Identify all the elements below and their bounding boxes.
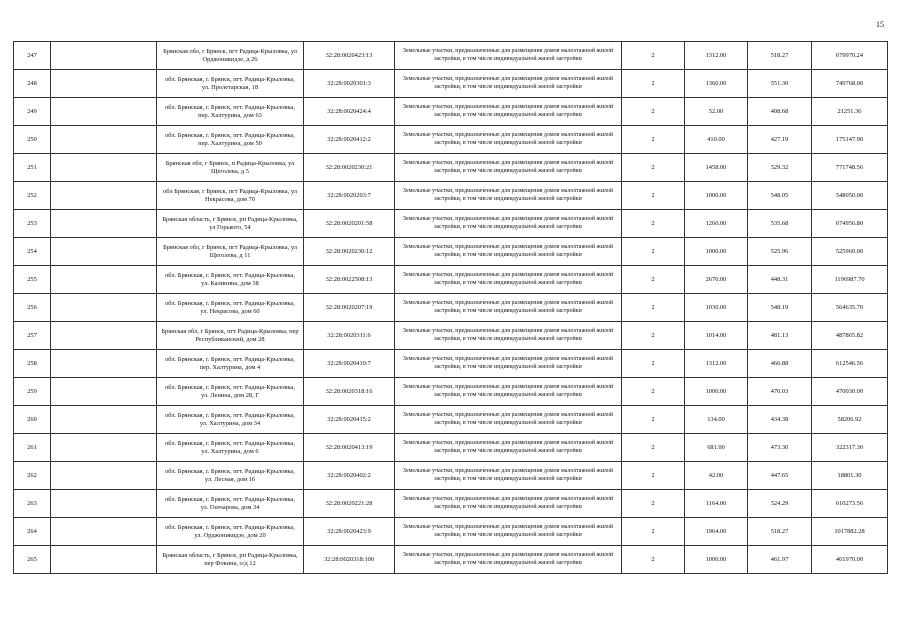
area-cell: 1000.00 — [685, 546, 748, 574]
specific-value-cell: 447.65 — [748, 462, 812, 490]
category-code-cell: 2 — [622, 490, 685, 518]
row-number-cell: 265 — [14, 546, 51, 574]
row-number-cell: 264 — [14, 518, 51, 546]
address-cell: Брянская обл, г Брянск, пгт Радица-Крыловка, пер Республиканский, дом 28 — [157, 322, 304, 350]
empty-cell — [51, 462, 157, 490]
row-number-cell: 260 — [14, 406, 51, 434]
cadastral-value-cell: 18801.30 — [812, 462, 888, 490]
category-code-cell: 2 — [622, 266, 685, 294]
area-cell: 134.00 — [685, 406, 748, 434]
permitted-use-cell: Земельные участки, предназначенные для размещения домов малоэтажной жилой застройки, в том числе индивидуальной жилой застройки — [395, 266, 622, 294]
empty-cell — [51, 378, 157, 406]
category-code-cell: 2 — [622, 434, 685, 462]
cadastral-number-cell: 32:28:0020413:19 — [304, 434, 395, 462]
category-code-cell: 2 — [622, 210, 685, 238]
cadastral-value-cell: 1017882.28 — [812, 518, 888, 546]
table-row — [14, 238, 888, 266]
area-cell: 410.00 — [685, 126, 748, 154]
area-cell: 42.00 — [685, 462, 748, 490]
specific-value-cell: 470.03 — [748, 378, 812, 406]
permitted-use-cell: Земельные участки, предназначенные для размещения домов малоэтажной жилой застройки, в том числе индивидуальной жилой застройки — [395, 378, 622, 406]
specific-value-cell: 408.68 — [748, 98, 812, 126]
permitted-use-cell: Земельные участки, предназначенные для размещения домов малоэтажной жилой застройки, в том числе индивидуальной жилой застройки — [395, 154, 622, 182]
page-number: 15 — [876, 20, 884, 29]
empty-cell — [51, 210, 157, 238]
cadastral-number-cell: 32:28:0020311:6 — [304, 322, 395, 350]
address-cell: обл. Брянская, г. Брянск, пгт. Радица-Крыловка, ул. Халтурина, дом 6 — [157, 434, 304, 462]
table-row — [14, 322, 888, 350]
cadastral-number-cell: 32:28:0020423:9 — [304, 518, 395, 546]
permitted-use-cell: Земельные участки, предназначенные для размещения домов малоэтажной жилой застройки, в том числе индивидуальной жилой застройки — [395, 70, 622, 98]
address-cell: обл. Брянская, г. Брянск, пгт. Радица-Крыловка, ул. Калинина, дом 38 — [157, 266, 304, 294]
cadastral-number-cell: 32:28:0020318:100 — [304, 546, 395, 574]
category-code-cell: 2 — [622, 70, 685, 98]
table-row — [14, 70, 888, 98]
address-cell: Брянская обл, г Брянск, пгт Радица-Крыловка, ул Щеголева, д 11 — [157, 238, 304, 266]
address-cell: Брянская область, г Брянск, рп Радица-Крыловка, ул Горького, 54 — [157, 210, 304, 238]
table-row — [14, 42, 888, 70]
cadastral-number-cell: 32:28:0020301:3 — [304, 70, 395, 98]
specific-value-cell: 525.96 — [748, 238, 812, 266]
cadastral-number-cell: 32:28:0020230:21 — [304, 154, 395, 182]
category-code-cell: 2 — [622, 294, 685, 322]
row-number-cell: 255 — [14, 266, 51, 294]
area-cell: 2670.00 — [685, 266, 748, 294]
category-code-cell: 2 — [622, 126, 685, 154]
address-cell: обл. Брянская, г. Брянск, пгт. Радица-Крыловка, ул. Лесная, дом 16 — [157, 462, 304, 490]
cadastral-value-cell: 674956.80 — [812, 210, 888, 238]
specific-value-cell: 548.19 — [748, 294, 812, 322]
row-number-cell: 251 — [14, 154, 51, 182]
specific-value-cell: 434.38 — [748, 406, 812, 434]
row-number-cell: 257 — [14, 322, 51, 350]
specific-value-cell: 548.05 — [748, 182, 812, 210]
permitted-use-cell: Земельные участки, предназначенные для размещения домов малоэтажной жилой застройки, в том числе индивидуальной жилой застройки — [395, 238, 622, 266]
address-cell: обл. Брянская, г. Брянск, пгт. Радица-Крыловка, ул. Ленина, дом 28, Г — [157, 378, 304, 406]
address-cell: обл. Брянская, г. Брянск, пгт. Радица-Крыловка, ул. Пролетарская, 18 — [157, 70, 304, 98]
empty-cell — [51, 266, 157, 294]
permitted-use-cell: Земельные участки, предназначенные для размещения домов малоэтажной жилой застройки, в том числе индивидуальной жилой застройки — [395, 294, 622, 322]
empty-cell — [51, 98, 157, 126]
address-cell: обл. Брянская, г. Брянск, пгт. Радица-Крыловка, ул. Орджоникидзе, дом 20 — [157, 518, 304, 546]
table-row — [14, 546, 888, 574]
table-row — [14, 518, 888, 546]
row-number-cell: 261 — [14, 434, 51, 462]
cadastral-value-cell: 610273.56 — [812, 490, 888, 518]
table-row — [14, 154, 888, 182]
address-cell: обл. Брянская, г. Брянск, пгт. Радица-Крыловка, пер. Халтурина, дом 50 — [157, 126, 304, 154]
category-code-cell: 2 — [622, 518, 685, 546]
category-code-cell: 2 — [622, 406, 685, 434]
specific-value-cell: 518.27 — [748, 518, 812, 546]
cadastral-number-cell: 32:28:0020221:28 — [304, 490, 395, 518]
table-row — [14, 126, 888, 154]
row-number-cell: 254 — [14, 238, 51, 266]
area-cell: 1964.00 — [685, 518, 748, 546]
address-cell: обл. Брянская, г. Брянск, пгт. Радица-Крыловка, пер. Халтурина, дом 63 — [157, 98, 304, 126]
address-cell: Брянская обл, г Брянск, п Радица-Крыловка, ул Щеголева, д 5 — [157, 154, 304, 182]
cadastral-value-cell: 58206.92 — [812, 406, 888, 434]
cadastral-number-cell: 32:28:0020201:58 — [304, 210, 395, 238]
address-cell: Брянская область, г Брянск, рп Радица-Крыловка, пер Фокина, о/д 12 — [157, 546, 304, 574]
specific-value-cell: 466.88 — [748, 350, 812, 378]
cadastral-value-cell: 564635.70 — [812, 294, 888, 322]
specific-value-cell: 481.13 — [748, 322, 812, 350]
row-number-cell: 248 — [14, 70, 51, 98]
cadastral-number-cell: 32:28:0020230:12 — [304, 238, 395, 266]
permitted-use-cell: Земельные участки, предназначенные для размещения домов малоэтажной жилой застройки, в том числе индивидуальной жилой застройки — [395, 406, 622, 434]
row-number-cell: 259 — [14, 378, 51, 406]
area-cell: 1458.00 — [685, 154, 748, 182]
cadastral-number-cell: 32:28:0020415:2 — [304, 406, 395, 434]
permitted-use-cell: Земельные участки, предназначенные для размещения домов малоэтажной жилой застройки, в том числе индивидуальной жилой застройки — [395, 322, 622, 350]
area-cell: 1360.00 — [685, 70, 748, 98]
cadastral-value-cell: 470030.00 — [812, 378, 888, 406]
empty-cell — [51, 518, 157, 546]
empty-cell — [51, 294, 157, 322]
permitted-use-cell: Земельные участки, предназначенные для размещения домов малоэтажной жилой застройки, в том числе индивидуальной жилой застройки — [395, 182, 622, 210]
cadastral-value-cell: 749768.00 — [812, 70, 888, 98]
row-number-cell: 247 — [14, 42, 51, 70]
category-code-cell: 2 — [622, 98, 685, 126]
permitted-use-cell: Земельные участки, предназначенные для размещения домов малоэтажной жилой застройки, в том числе индивидуальной жилой застройки — [395, 126, 622, 154]
cadastral-value-cell: 1196987.70 — [812, 266, 888, 294]
land-plots-table — [13, 41, 888, 574]
category-code-cell: 2 — [622, 238, 685, 266]
empty-cell — [51, 238, 157, 266]
area-cell: 1164.00 — [685, 490, 748, 518]
specific-value-cell: 551.30 — [748, 70, 812, 98]
row-number-cell: 249 — [14, 98, 51, 126]
address-cell: обл. Брянская, г. Брянск, пгт. Радица-Крыловка, ул. Некрасова, дом 60 — [157, 294, 304, 322]
category-code-cell: 2 — [622, 546, 685, 574]
table-row — [14, 98, 888, 126]
row-number-cell: 263 — [14, 490, 51, 518]
cadastral-number-cell: 32:28:0020423:13 — [304, 42, 395, 70]
cadastral-value-cell: 771748.56 — [812, 154, 888, 182]
specific-value-cell: 427.19 — [748, 126, 812, 154]
row-number-cell: 258 — [14, 350, 51, 378]
specific-value-cell: 535.68 — [748, 210, 812, 238]
area-cell: 1312.00 — [685, 350, 748, 378]
empty-cell — [51, 490, 157, 518]
empty-cell — [51, 70, 157, 98]
permitted-use-cell: Земельные участки, предназначенные для размещения домов малоэтажной жилой застройки, в том числе индивидуальной жилой застройки — [395, 462, 622, 490]
cadastral-value-cell: 461970.00 — [812, 546, 888, 574]
cadastral-number-cell: 32:28:0020410:7 — [304, 350, 395, 378]
table-row — [14, 406, 888, 434]
empty-cell — [51, 154, 157, 182]
area-cell: 1000.00 — [685, 378, 748, 406]
specific-value-cell: 524.29 — [748, 490, 812, 518]
area-cell: 1014.00 — [685, 322, 748, 350]
cadastral-number-cell: 32:28:0020207:19 — [304, 294, 395, 322]
row-number-cell: 256 — [14, 294, 51, 322]
address-cell: Брянская обл, г Брянск, пгт Радица-Крыловка, ул Орджоникидзе, д 26 — [157, 42, 304, 70]
address-cell: обл. Брянская, г. Брянск, пгт. Радица-Крыловка, пер. Халтурина, дом 4 — [157, 350, 304, 378]
cadastral-value-cell: 487865.82 — [812, 322, 888, 350]
specific-value-cell: 448.31 — [748, 266, 812, 294]
cadastral-number-cell: 32:28:0020424:4 — [304, 98, 395, 126]
table-row — [14, 434, 888, 462]
permitted-use-cell: Земельные участки, предназначенные для размещения домов малоэтажной жилой застройки, в том числе индивидуальной жилой застройки — [395, 546, 622, 574]
cadastral-value-cell: 322317.30 — [812, 434, 888, 462]
cadastral-value-cell: 525960.00 — [812, 238, 888, 266]
empty-cell — [51, 434, 157, 462]
specific-value-cell: 473.30 — [748, 434, 812, 462]
table-row — [14, 462, 888, 490]
permitted-use-cell: Земельные участки, предназначенные для размещения домов малоэтажной жилой застройки, в том числе индивидуальной жилой застройки — [395, 98, 622, 126]
cadastral-number-cell: 32:28:0020402:2 — [304, 462, 395, 490]
category-code-cell: 2 — [622, 462, 685, 490]
cadastral-number-cell: 32:28:0020318:16 — [304, 378, 395, 406]
category-code-cell: 2 — [622, 42, 685, 70]
cadastral-value-cell: 612546.56 — [812, 350, 888, 378]
empty-cell — [51, 42, 157, 70]
cadastral-value-cell: 548050.00 — [812, 182, 888, 210]
table-body — [14, 42, 888, 574]
row-number-cell: 250 — [14, 126, 51, 154]
specific-value-cell: 518.27 — [748, 42, 812, 70]
category-code-cell: 2 — [622, 350, 685, 378]
permitted-use-cell: Земельные участки, предназначенные для размещения домов малоэтажной жилой застройки, в том числе индивидуальной жилой застройки — [395, 210, 622, 238]
table-row — [14, 350, 888, 378]
area-cell: 1000.00 — [685, 182, 748, 210]
permitted-use-cell: Земельные участки, предназначенные для размещения домов малоэтажной жилой застройки, в том числе индивидуальной жилой застройки — [395, 350, 622, 378]
area-cell: 1260.00 — [685, 210, 748, 238]
cadastral-value-cell: 679970.24 — [812, 42, 888, 70]
area-cell: 1030.00 — [685, 294, 748, 322]
address-cell: обл. Брянская, г. Брянск, пгт. Радица-Крыловка, ул. Халтурина, дом 34 — [157, 406, 304, 434]
area-cell: 52.00 — [685, 98, 748, 126]
cadastral-number-cell: 32:28:0020203:7 — [304, 182, 395, 210]
address-cell: обл Брянская, г Брянск, пгт Радица-Крыловка, ул Некрасова, дом 70 — [157, 182, 304, 210]
row-number-cell: 253 — [14, 210, 51, 238]
area-cell: 1312.00 — [685, 42, 748, 70]
specific-value-cell: 529.32 — [748, 154, 812, 182]
permitted-use-cell: Земельные участки, предназначенные для размещения домов малоэтажной жилой застройки, в том числе индивидуальной жилой застройки — [395, 42, 622, 70]
table-row — [14, 182, 888, 210]
permitted-use-cell: Земельные участки, предназначенные для размещения домов малоэтажной жилой застройки, в том числе индивидуальной жилой застройки — [395, 518, 622, 546]
table-row — [14, 294, 888, 322]
permitted-use-cell: Земельные участки, предназначенные для размещения домов малоэтажной жилой застройки, в том числе индивидуальной жилой застройки — [395, 490, 622, 518]
area-cell: 1000.00 — [685, 238, 748, 266]
address-cell: обл. Брянская, г. Брянск, пгт. Радица-Крыловка, ул. Гончарова, дом 34 — [157, 490, 304, 518]
empty-cell — [51, 322, 157, 350]
cadastral-number-cell: 32:28:0022508:13 — [304, 266, 395, 294]
table-row — [14, 210, 888, 238]
cadastral-number-cell: 32:28:0020412:2 — [304, 126, 395, 154]
empty-cell — [51, 182, 157, 210]
category-code-cell: 2 — [622, 322, 685, 350]
empty-cell — [51, 546, 157, 574]
table-row — [14, 490, 888, 518]
category-code-cell: 2 — [622, 154, 685, 182]
empty-cell — [51, 406, 157, 434]
specific-value-cell: 461.97 — [748, 546, 812, 574]
cadastral-value-cell: 21251.36 — [812, 98, 888, 126]
cadastral-value-cell: 175147.90 — [812, 126, 888, 154]
table-row — [14, 378, 888, 406]
empty-cell — [51, 126, 157, 154]
table-row — [14, 266, 888, 294]
permitted-use-cell: Земельные участки, предназначенные для размещения домов малоэтажной жилой застройки, в том числе индивидуальной жилой застройки — [395, 434, 622, 462]
area-cell: 681.00 — [685, 434, 748, 462]
row-number-cell: 262 — [14, 462, 51, 490]
empty-cell — [51, 350, 157, 378]
category-code-cell: 2 — [622, 182, 685, 210]
row-number-cell: 252 — [14, 182, 51, 210]
category-code-cell: 2 — [622, 378, 685, 406]
